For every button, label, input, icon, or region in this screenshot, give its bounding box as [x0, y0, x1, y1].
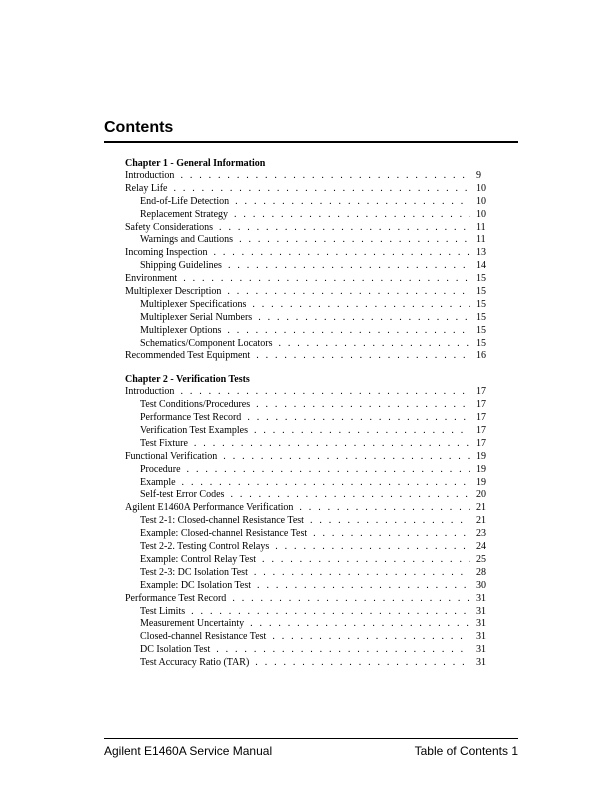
toc-entry-title: DC Isolation Test — [140, 644, 211, 656]
toc-entry-page-number: 10 — [476, 182, 486, 194]
toc-entry-title: Performance Test Record — [125, 592, 227, 604]
toc-entry-page-number: 15 — [476, 298, 486, 310]
dot-leader — [219, 222, 470, 235]
dot-leader — [180, 386, 470, 399]
toc-entry-page-number: 28 — [476, 566, 486, 578]
toc-entry-title: Test 2-3: DC Isolation Test — [140, 566, 248, 578]
toc-entry-page-number: 24 — [476, 541, 486, 553]
toc-entry-title: Test Limits — [140, 605, 186, 617]
toc-entry-page-number: 31 — [476, 592, 486, 604]
toc-entry-title: Example — [140, 476, 176, 488]
toc-entry-page-number: 10 — [476, 195, 486, 207]
toc-entry-page-number: 31 — [476, 657, 486, 669]
dot-leader — [182, 477, 470, 490]
dot-leader — [183, 273, 470, 286]
toc-entry[interactable] — [125, 209, 498, 222]
toc-entry-title: Test Conditions/Procedures — [140, 399, 251, 411]
toc-entry-title: Multiplexer Serial Numbers — [140, 311, 253, 323]
dot-leader — [194, 438, 470, 451]
dot-leader — [227, 286, 470, 299]
toc-entry[interactable] — [125, 338, 498, 351]
toc-entry-page-number: 23 — [476, 528, 486, 540]
toc-entry[interactable] — [125, 541, 498, 554]
footer-manual-title: Agilent E1460A Service Manual — [104, 744, 273, 758]
toc-entry-title: Introduction — [125, 386, 175, 398]
toc-entry[interactable] — [125, 464, 498, 477]
toc-entry-title: Test 2-1: Closed-channel Resistance Test — [140, 515, 304, 527]
toc-entry-page-number: 10 — [476, 208, 486, 220]
table-of-contents — [125, 157, 498, 670]
toc-entry[interactable] — [125, 477, 498, 490]
toc-entry-page-number: 14 — [476, 260, 486, 272]
toc-entry-title: Example: DC Isolation Test — [140, 579, 252, 591]
toc-entry[interactable] — [125, 593, 498, 606]
toc-entry-page-number: 17 — [476, 386, 486, 398]
toc-entry[interactable] — [125, 644, 498, 657]
toc-entry-title: Performance Test Record — [140, 412, 242, 424]
toc-entry-page-number: 19 — [476, 463, 486, 475]
toc-entry[interactable] — [125, 299, 498, 312]
dot-leader — [256, 350, 470, 363]
toc-entry-title: Recommended Test Equipment — [125, 350, 251, 362]
toc-entry-page-number: 31 — [476, 631, 486, 643]
toc-entry-page-number: 9 — [476, 170, 481, 181]
toc-entry-page-number: 17 — [476, 399, 486, 411]
toc-entry-page-number: 30 — [476, 579, 486, 591]
page-footer — [104, 744, 518, 758]
toc-entry[interactable] — [125, 222, 498, 235]
dot-leader — [235, 196, 470, 209]
dot-leader — [239, 234, 470, 247]
toc-entry-title: Verification Test Examples — [140, 425, 248, 437]
dot-leader — [252, 299, 470, 312]
toc-entry-title: Warnings and Cautions — [140, 234, 234, 246]
footer-page-label: Table of Contents 1 — [414, 744, 518, 758]
dot-leader — [187, 464, 470, 477]
toc-entry-title: Introduction — [125, 170, 175, 181]
toc-entry-page-number: 19 — [476, 450, 486, 462]
toc-entry-title: End-of-Life Detection — [140, 195, 230, 207]
toc-entry[interactable] — [125, 425, 498, 438]
toc-entry-title: Shipping Guidelines — [140, 260, 222, 272]
toc-entry-title: Multiplexer Specifications — [140, 298, 247, 310]
dot-leader — [228, 260, 470, 273]
dot-leader — [230, 489, 470, 502]
toc-entry-page-number: 25 — [476, 553, 486, 565]
dot-leader — [310, 515, 470, 528]
title-divider — [104, 141, 518, 143]
toc-entry[interactable] — [125, 170, 498, 183]
dot-leader — [254, 567, 470, 580]
dot-leader — [254, 425, 470, 438]
toc-entry[interactable] — [125, 183, 498, 196]
dot-leader — [258, 312, 470, 325]
toc-entry[interactable] — [125, 567, 498, 580]
toc-entry-title: Measurement Uncertainty — [140, 618, 245, 630]
toc-entry-page-number: 21 — [476, 502, 486, 514]
dot-leader — [272, 631, 470, 644]
toc-entry[interactable] — [125, 451, 498, 464]
dot-leader — [223, 451, 470, 464]
toc-entry-title: Multiplexer Options — [140, 324, 222, 336]
dot-leader — [213, 247, 470, 260]
toc-entry-page-number: 11 — [476, 221, 486, 233]
toc-entry-title: Replacement Strategy — [140, 208, 229, 220]
toc-entry-title: Procedure — [140, 463, 181, 475]
toc-entry-title: Relay Life — [125, 182, 168, 194]
dot-leader — [313, 528, 470, 541]
chapter-spacer — [125, 363, 498, 373]
toc-entry[interactable] — [125, 631, 498, 644]
toc-entry[interactable] — [125, 247, 498, 260]
chapter-heading: Chapter 1 - General Information — [125, 158, 266, 169]
toc-entry[interactable] — [125, 438, 498, 451]
toc-entry[interactable] — [125, 350, 498, 363]
dot-leader — [257, 580, 470, 593]
toc-entry-title: Safety Considerations — [125, 221, 214, 233]
toc-entry-title: Test Fixture — [140, 437, 188, 449]
dot-leader — [180, 170, 470, 183]
dot-leader — [299, 502, 470, 515]
dot-leader — [255, 657, 470, 670]
dot-leader — [278, 338, 470, 351]
dot-leader — [256, 399, 470, 412]
toc-entry[interactable] — [125, 325, 498, 338]
toc-entry-page-number: 17 — [476, 412, 486, 424]
toc-entry-page-number: 31 — [476, 605, 486, 617]
dot-leader — [227, 325, 470, 338]
toc-entry-title: Environment — [125, 273, 178, 285]
dot-leader — [247, 412, 470, 425]
toc-entry[interactable] — [125, 286, 498, 299]
toc-entry-title: Test 2-2. Testing Control Relays — [140, 541, 270, 553]
toc-entry[interactable] — [125, 312, 498, 325]
toc-entry[interactable] — [125, 260, 498, 273]
toc-entry[interactable] — [125, 489, 498, 502]
toc-entry[interactable] — [125, 196, 498, 209]
toc-entry[interactable] — [125, 606, 498, 619]
toc-entry[interactable] — [125, 399, 498, 412]
dot-leader — [234, 209, 470, 222]
toc-entry[interactable] — [125, 528, 498, 541]
toc-entry[interactable] — [125, 657, 498, 670]
toc-entry-page-number: 15 — [476, 337, 486, 349]
toc-entry[interactable] — [125, 580, 498, 593]
toc-entry-title: Agilent E1460A Performance Verification — [125, 502, 294, 514]
toc-entry-title: Functional Verification — [125, 450, 218, 462]
toc-entry[interactable] — [125, 412, 498, 425]
dot-leader — [262, 554, 470, 567]
toc-entry-title: Multiplexer Description — [125, 286, 222, 298]
toc-entry[interactable] — [125, 618, 498, 631]
toc-entry[interactable] — [125, 234, 498, 247]
toc-entry-page-number: 11 — [476, 234, 486, 246]
toc-entry-page-number: 15 — [476, 311, 486, 323]
dot-leader — [250, 618, 470, 631]
dot-leader — [191, 606, 470, 619]
toc-entry-page-number: 19 — [476, 476, 486, 488]
toc-entry-title: Incoming Inspection — [125, 247, 208, 259]
toc-entry-page-number: 15 — [476, 324, 486, 336]
dot-leader — [275, 541, 470, 554]
toc-entry-page-number: 17 — [476, 437, 486, 449]
toc-entry-title: Closed-channel Resistance Test — [140, 631, 267, 643]
toc-entry-page-number: 13 — [476, 247, 486, 259]
chapter-heading: Chapter 2 - Verification Tests — [125, 374, 250, 386]
toc-entry-page-number: 17 — [476, 425, 486, 437]
dot-leader — [216, 644, 470, 657]
toc-entry-page-number: 15 — [476, 286, 486, 298]
page-title: Contents — [104, 119, 174, 136]
toc-entry-page-number: 20 — [476, 489, 486, 501]
toc-entry-title: Example: Closed-channel Resistance Test — [140, 528, 308, 540]
footer-divider — [104, 738, 518, 739]
toc-entry-page-number: 31 — [476, 618, 486, 630]
toc-entry-page-number: 31 — [476, 644, 486, 656]
toc-entry[interactable] — [125, 502, 498, 515]
toc-entry[interactable] — [125, 515, 498, 528]
toc-entry-page-number: 15 — [476, 273, 486, 285]
toc-entry-title: Self-test Error Codes — [140, 489, 225, 501]
dot-leader — [173, 183, 470, 196]
toc-entry-page-number: 16 — [476, 350, 486, 362]
toc-entry[interactable] — [125, 273, 498, 286]
toc-entry-page-number: 21 — [476, 515, 486, 527]
dot-leader — [232, 593, 470, 606]
toc-entry-title: Test Accuracy Ratio (TAR) — [140, 657, 250, 669]
toc-entry-title: Example: Control Relay Test — [140, 553, 257, 565]
toc-entry-title: Schematics/Component Locators — [140, 337, 273, 349]
toc-entry[interactable] — [125, 386, 498, 399]
toc-entry[interactable] — [125, 554, 498, 567]
